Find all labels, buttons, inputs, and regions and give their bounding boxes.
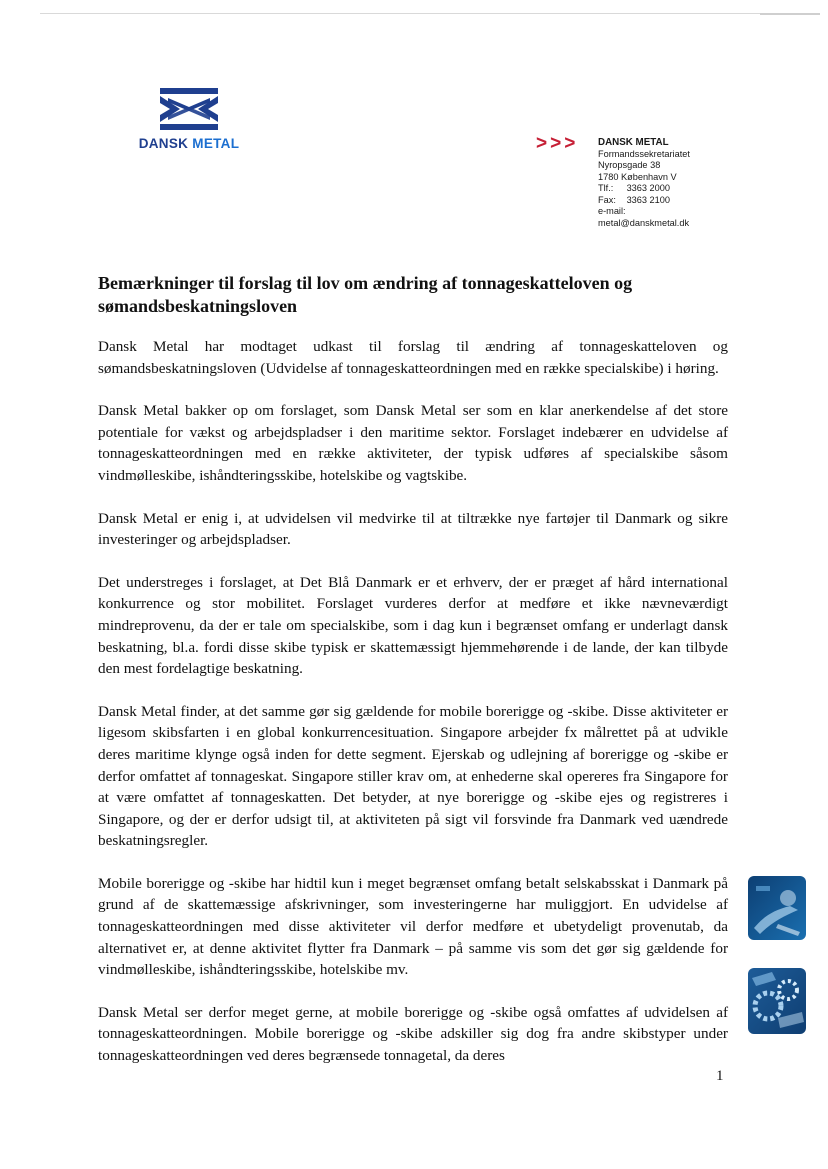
fax-label: Fax: bbox=[598, 194, 616, 205]
paragraph-2: Dansk Metal bakker op om forslaget, som Dansk Metal ser som en klar anerkendelse af det store potentiale for vækst og arbejdspladser i den maritime sektor. Forslaget indebærer en udvidelse af tonnageskatteordningen med en række aktiviteter, der typisk udføres af specialskibe såsom vindmølleskibe, ishåndteringsskibe, hotelskibe og vagtskibe. bbox=[98, 402, 728, 484]
fax-value: 3363 2100 bbox=[626, 194, 670, 205]
email-label: e-mail: bbox=[598, 206, 626, 216]
address-org: DANSK METAL bbox=[598, 137, 669, 148]
document-body bbox=[98, 336, 728, 1088]
document-title: Bemærkninger til forslag til lov om ændring af tonnageskatteloven og sømandsbeskatningsloven bbox=[98, 273, 633, 316]
email-value: metal@danskmetal.dk bbox=[598, 217, 690, 228]
paragraph-7: Dansk Metal ser derfor meget gerne, at mobile borerigge og -skibe også omfattes af udvidelsen af tonnageskatteordningen. Mobile borerigge og -skibe adskiller sig dog fra andre skibstyper under tonnageskatteordningen ved deres begrænsede tonnagetal, da deres bbox=[98, 1003, 728, 1065]
address-line-2: Nyropsgade 38 bbox=[598, 160, 661, 170]
paragraph-5: Dansk Metal finder, at det samme gør sig gældende for mobile borerigge og -skibe. Disse aktiviteter er ligesom skibsfarten i en global konkurrencesituation. Singapore arbejder fx målrettet på at udvikle deres maritime klynge også inden for dette segment. Ejerskab og udlejning af borerigge og -skibe er derfor omfattet af tonnageskat. Singapore stiller krav om, at enhederne skal opereres fra Singapore for at være omfattet af tonnageskatten. Det betyder, at nye borerigge og -skibe ejes og registreres i Singapore, og der er derfor udsigt til, at aktiviteten på sigt vil forsvinde fra Danmark ved uændrede beskatningsregler. bbox=[98, 702, 728, 850]
scan-edge-mark bbox=[760, 13, 820, 15]
phone-label: Tlf.: bbox=[598, 183, 614, 193]
decorative-photo-gears bbox=[748, 968, 806, 1034]
paragraph-6: Mobile borerigge og -skibe har hidtil kun i meget begrænset omfang betalt selskabsskat i Danmark på grund af de skattemæssige afskrivninger, som investeringerne har muliggjort. En udvidelse af tonnageskatteordningen med disse aktiviteter vil derfor medføre et ubetydeligt provenutab, da alternativet er, at denne aktivitet flytter fra Danmark – på samme vis som det gør sig gældende for vindmølleskibe, ishåndteringsskibe, hotelskibe mv. bbox=[98, 874, 728, 979]
dansk-metal-logo-icon bbox=[160, 88, 218, 130]
address-phone bbox=[598, 183, 798, 195]
logo-word-metal: METAL bbox=[192, 136, 240, 151]
paragraph-3: Dansk Metal er enig i, at udvidelsen vil medvirke til at tiltrække nye fartøjer til Danmark og sikre investeringer og arbejdspladser. bbox=[98, 509, 728, 549]
paragraph-4: Det understreges i forslaget, at Det Blå Danmark er et erhverv, der er præget af hård international konkurrence og stor mobilitet. Forslaget vurderes derfor at medføre et ikke nævneværdigt mindreprovenu, da der er tale om specialskibe, som i dag kun i begrænset omfang er underlagt dansk beskatning, bl.a. fordi disse skibe typisk er skattemæssigt hjemmehørende i de lande, der kan tilbyde den mest fordelagtige beskatning. bbox=[98, 573, 728, 678]
dansk-metal-logo bbox=[124, 88, 254, 151]
address-line-3: 1780 København V bbox=[598, 171, 677, 182]
arrow-marks: >>> bbox=[536, 133, 579, 154]
address-line-1: Formandssekretariatet bbox=[598, 148, 690, 159]
paragraph-1: Dansk Metal har modtaget udkast til forslag til ændring af tonnageskatteloven og sømandsbeskatningsloven (Udvidelse af tonnageskatteordningen med en række specialskibe) i høring. bbox=[98, 338, 728, 377]
decorative-photo-industrial bbox=[748, 876, 806, 940]
address-fax bbox=[598, 195, 798, 207]
address-lines bbox=[598, 137, 798, 229]
phone-value: 3363 2000 bbox=[626, 183, 670, 193]
logo-word-dansk: DANSK bbox=[138, 136, 189, 151]
scan-edge-line bbox=[40, 13, 820, 14]
logo-wordmark bbox=[124, 136, 254, 151]
page-number: 1 bbox=[716, 1068, 724, 1084]
